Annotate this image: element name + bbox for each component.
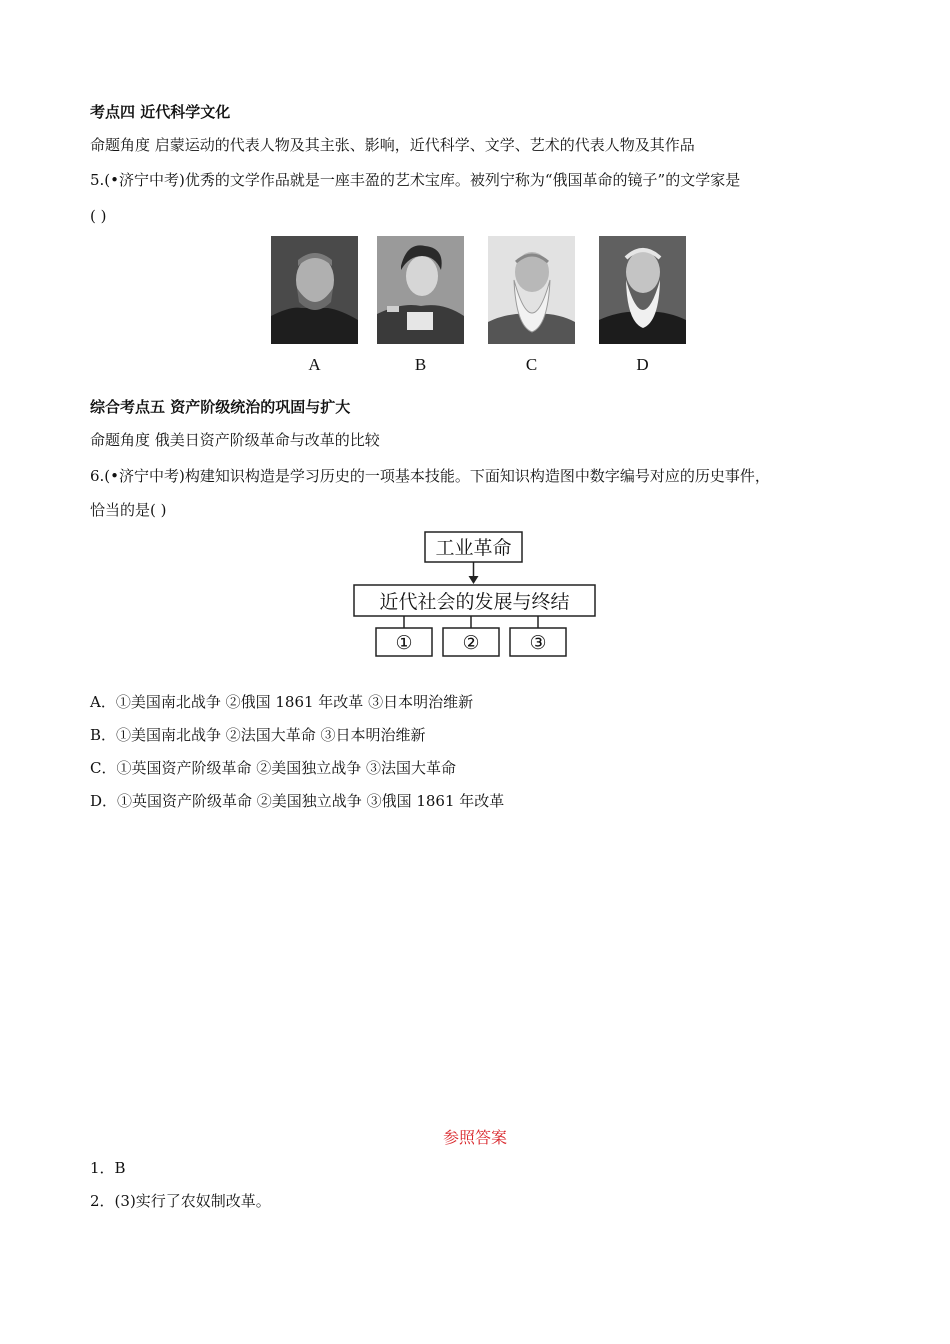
option-b: B．①美国南北战争 ②法国大革命 ③日本明治维新 <box>90 726 426 744</box>
section-4-angle: 命题角度 启蒙运动的代表人物及其主张、影响，近代科学、文学、艺术的代表人物及其作品 <box>90 136 695 154</box>
portrait-d-label: D <box>636 355 649 374</box>
portrait-b-label: B <box>414 355 427 374</box>
portrait-photo-icon <box>488 236 575 344</box>
portrait-photo-icon <box>271 236 358 344</box>
knowledge-structure-diagram <box>350 528 600 660</box>
answer-2: 2．(3)实行了农奴制改革。 <box>90 1192 271 1210</box>
option-a: A．①美国南北战争 ②俄国 1861 年改革 ③日本明治维新 <box>90 693 474 711</box>
diagram-top-label: 工业革命 <box>435 537 512 559</box>
section-5-angle: 命题角度 俄美日资产阶级革命与改革的比较 <box>90 431 380 449</box>
portrait-d <box>599 236 686 344</box>
diagram-arrow-head-icon <box>469 576 479 584</box>
answers-title: 参照答案 <box>442 1128 507 1147</box>
diagram-box-2-label: ② <box>462 632 480 654</box>
portrait-c-label: C <box>525 355 538 374</box>
question-5-paren: ( ) <box>90 207 107 225</box>
diagram-box-1-label: ① <box>395 632 413 654</box>
option-d: D．①英国资产阶级革命 ②美国独立战争 ③俄国 1861 年改革 <box>90 792 505 810</box>
diagram-middle-label: 近代社会的发展与终结 <box>379 591 570 613</box>
portrait-photo-icon <box>377 236 464 344</box>
section-4-title: 考点四 近代科学文化 <box>90 103 231 121</box>
option-c: C．①英国资产阶级革命 ②美国独立战争 ③法国大革命 <box>90 759 457 777</box>
question-5-stem: 5.(•济宁中考)优秀的文学作品就是一座丰盈的艺术宝库。被列宁称为“俄国革命的镜子”的文学家是 <box>90 171 741 189</box>
answer-1: 1．B <box>90 1159 126 1177</box>
diagram-box-3-label: ③ <box>529 632 547 654</box>
portrait-b <box>377 236 464 344</box>
portrait-a-label: A <box>308 355 321 374</box>
section-5-title: 综合考点五 资产阶级统治的巩固与扩大 <box>90 398 351 416</box>
portrait-c <box>488 236 575 344</box>
question-6-stem-line-1: 6.(•济宁中考)构建知识构造是学习历史的一项基本技能。下面知识构造图中数字编号对应的历史事件， <box>90 467 770 485</box>
question-6-stem-line-2: 恰当的是( ) <box>90 501 167 519</box>
portrait-photo-icon <box>599 236 686 344</box>
portrait-a <box>271 236 358 344</box>
